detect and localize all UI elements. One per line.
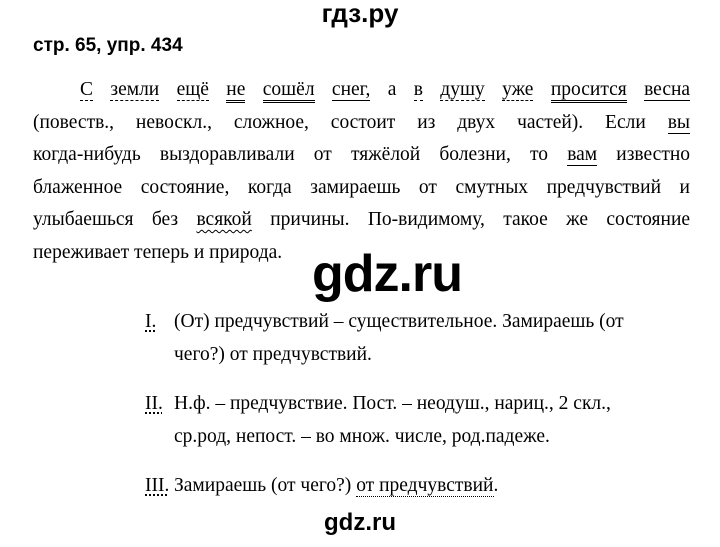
watermark: gdz.ru <box>308 242 466 306</box>
analysis-line: ср.род, непост. – во множ. числе, род.падеже. <box>174 425 550 447</box>
analysis-line: Замираешь (от чего?) от предчувствий. <box>174 475 499 496</box>
footer-watermark[interactable]: gdz.ru <box>324 509 396 536</box>
text-line-2: (повеств., невоскл., сложное, состоит из двух частей). Если вы <box>33 111 690 133</box>
exercise-text <box>33 74 690 269</box>
roman-numeral: I. <box>145 311 157 332</box>
word: земли <box>110 79 160 100</box>
word: от предчувствий <box>356 475 494 496</box>
word: вам <box>567 144 598 165</box>
analysis-line: чего?) от предчувствий. <box>174 343 372 365</box>
text-line-3: когда-нибудь выздоравливали от тяжёлой болезни, то вам известно <box>33 144 691 165</box>
text-line-4: блаженное состояние, когда замираешь от смутных предчувствий и <box>33 176 690 198</box>
word: просится <box>551 79 627 103</box>
word: С <box>80 79 94 100</box>
analysis-line: (От) предчувствий – существительное. Замираешь (от <box>174 311 624 332</box>
word: вы <box>667 111 690 133</box>
word: всякой <box>196 209 252 230</box>
exercise-title: стр. 65, упр. 434 <box>33 35 183 56</box>
word: ещё <box>176 79 209 100</box>
text-line-6: переживает теперь и природа. <box>33 241 283 263</box>
text-line-5: улыбаешься без всякой причины. По-видимому, такое же состояние <box>33 209 691 230</box>
word: снег, <box>331 79 371 100</box>
word: уже <box>502 79 534 100</box>
word: а <box>387 79 397 100</box>
text-line-1 <box>33 74 690 107</box>
site-header[interactable]: гдз.ру <box>321 0 399 28</box>
word: в <box>413 79 423 100</box>
word: весна <box>644 79 691 100</box>
word: душу <box>440 79 485 100</box>
analysis-line: Н.ф. – предчувствие. Пост. – неодуш., нариц., 2 скл., <box>174 393 611 414</box>
word: сошёл <box>263 79 315 103</box>
roman-numeral: III. <box>145 475 170 496</box>
word: не <box>226 79 245 103</box>
roman-numeral: II. <box>145 393 163 414</box>
